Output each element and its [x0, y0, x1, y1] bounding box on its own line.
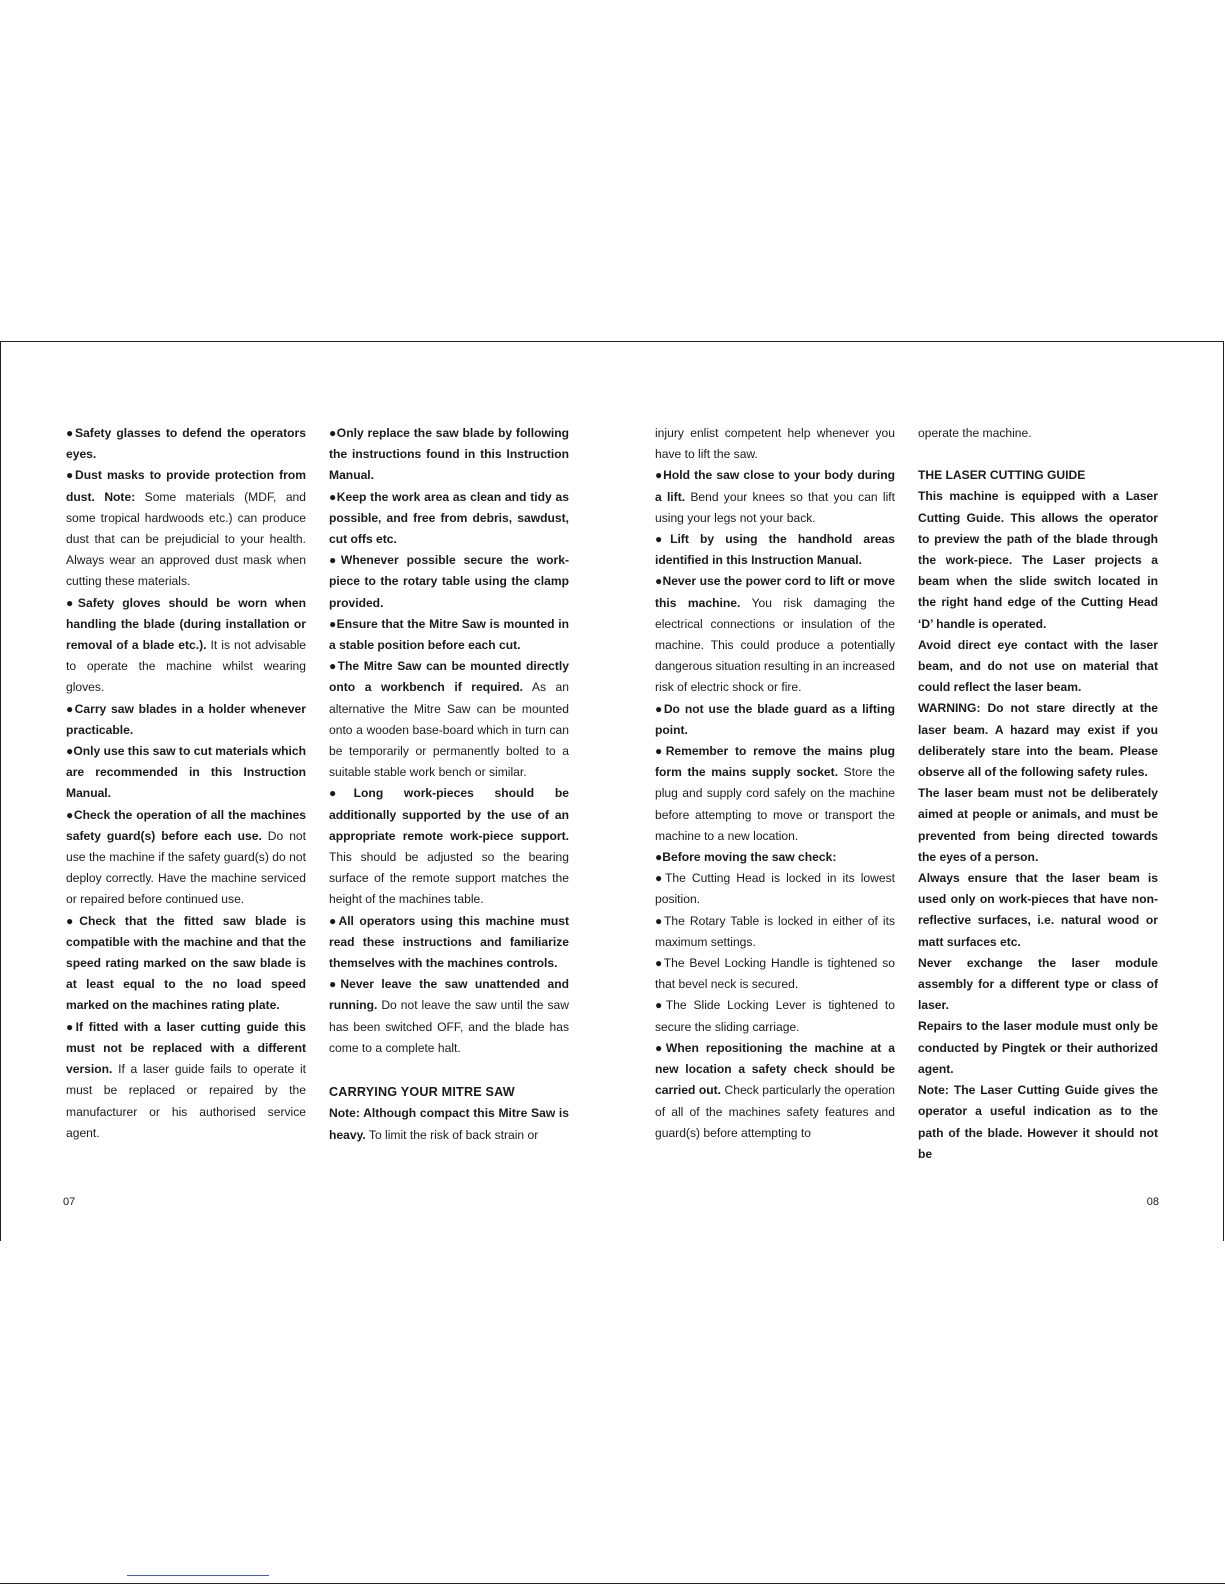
body-text: ●The Cutting Head is locked in its lowest position.: [655, 871, 895, 907]
bold-text: ●Before moving the saw check:: [655, 850, 837, 865]
paragraph: [918, 423, 1158, 444]
body-text: ●The Bevel Locking Handle is tightened so that bevel neck is secured.: [655, 956, 895, 992]
paragraph: [329, 974, 569, 1059]
body-text: To limit the risk of back strain or: [365, 1127, 539, 1142]
paragraph: [918, 783, 1158, 868]
spacer: [329, 1059, 569, 1080]
bold-text: ●Hold the saw close to your body during a lift.: [655, 468, 895, 504]
body-text: As an alternative the Mitre Saw can be mounted onto a wooden base-board which in turn can be temporarily or permanently bolted to a suitable stable work bench or similar.: [329, 680, 569, 780]
paragraph: [66, 1017, 306, 1144]
paragraph: [329, 656, 569, 783]
paragraph: [66, 423, 306, 465]
bold-text: ●Ensure that the Mitre Saw is mounted in a stable position before each cut.: [329, 616, 569, 653]
page-number-left: 07: [63, 1196, 76, 1208]
bold-text: ●If fitted with a laser cutting guide this must not be replaced with a different version.: [66, 1019, 306, 1077]
paragraph: [918, 486, 1158, 634]
section-heading: CARRYING YOUR MITRE SAW: [329, 1085, 515, 1100]
body-text: Store the plug and supply cord safely on the machine before attempting to move or transport the machine to a new location.: [655, 765, 895, 843]
paragraph: [66, 593, 306, 699]
bold-text: ●Keep the work area as clean and tidy as possible, and free from debris, sawdust, cut offs etc.: [329, 489, 569, 547]
bold-text: ●Only replace the saw blade by following the instructions found in this Instruction Manual.: [329, 426, 569, 483]
bold-text: ●All operators using this machine must read these instructions and familiarize themselves with the machines controls.: [329, 913, 569, 971]
body-text: Do not leave the saw until the saw has been switched OFF, and the blade has come to a complete halt.: [329, 998, 569, 1055]
paragraph: [655, 868, 895, 910]
paragraph: [655, 953, 895, 995]
bold-text: Always ensure that the laser beam is used only on work-pieces that have non-reflective surfaces, i.e. natural wood or matt surfaces etc.: [918, 871, 1158, 949]
bold-text: ●Never use the power cord to lift or move this machine.: [655, 574, 895, 610]
bold-text: Note: The Laser Cutting Guide gives the operator a useful indication as to the path of the blade. However it should not be: [918, 1083, 1158, 1161]
bold-text: ●When repositioning the machine at a new location a safety check should be carried out.: [655, 1040, 895, 1098]
manual-spread: [0, 341, 1224, 1241]
heading-text: THE LASER CUTTING GUIDE: [918, 468, 1086, 483]
paragraph: [655, 423, 895, 465]
paragraph: [655, 529, 895, 571]
bold-text: ●Do not use the blade guard as a lifting point.: [655, 701, 895, 737]
paragraph: [655, 995, 895, 1037]
paragraph: [655, 911, 895, 953]
bold-text: ●Check that the fitted saw blade is compatible with the machine and that the speed rating marked on the saw blade is at least equal to the no load speed marked on the machines rating plate.: [66, 913, 306, 1013]
bold-text: ●Carry saw blades in a holder whenever practicable.: [66, 701, 306, 737]
body-text: ●The Slide Locking Lever is tightened to secure the sliding carriage.: [655, 998, 895, 1034]
paragraph: [918, 635, 1158, 699]
body-text: This should be adjusted so the bearing surface of the remote support matches the height of the machines table.: [329, 850, 569, 907]
paragraph: [918, 868, 1158, 953]
paragraph: [66, 805, 306, 911]
page-number-right: 08: [1146, 1196, 1159, 1208]
body-text: operate the machine.: [918, 426, 1032, 440]
paragraph: [655, 465, 895, 529]
paragraph: [918, 1016, 1158, 1080]
bold-text: ●Whenever possible secure the work-piece to the rotary table using the clamp provided.: [329, 553, 569, 610]
bold-text: ●Never leave the saw unattended and running.: [329, 977, 569, 1013]
bold-text: ●Check the operation of all the machines safety guard(s) before each use.: [66, 807, 306, 843]
paragraph: [655, 1038, 895, 1144]
paragraph: [329, 550, 569, 614]
body-text: You risk damaging the electrical connections or insulation of the machine. This could produce a potentially dangerous situation resulting in an increased risk of electric shock or fire.: [655, 595, 896, 695]
bold-text: ●Long work-pieces should be additionally supported by the use of an appropriate remote work-piece support.: [329, 786, 569, 843]
bold-text: Avoid direct eye contact with the laser beam, and do not use on material that could reflect the laser beam.: [918, 637, 1158, 695]
body-text: Bend your knees so that you can lift using your legs not your back.: [655, 489, 895, 525]
paragraph: [329, 911, 569, 975]
paragraph: [329, 614, 569, 656]
bold-text: This machine is equipped with a Laser Cutting Guide. This allows the operator to preview the path of the blade through the work-piece. The Laser projects a beam when the slide switch located in the right hand edge of the Cutting Head ‘D’ handle is operated.: [918, 489, 1158, 631]
paragraph: [918, 1080, 1158, 1165]
bold-text: Repairs to the laser module must only be conducted by Pingtek or their authorized agent.: [918, 1019, 1158, 1076]
paragraph: [655, 571, 895, 698]
page-08-column-1: [655, 423, 895, 1144]
paragraph: [655, 847, 895, 868]
section-heading: [918, 465, 1158, 486]
paragraph: [66, 465, 306, 592]
paragraph: [66, 699, 306, 741]
spacer: [918, 444, 1158, 465]
paragraph: [918, 698, 1158, 783]
paragraph: [329, 487, 569, 551]
body-text: Some materials (MDF, and some tropical hardwoods etc.) can produce dust that can be prejudicial to your health. Always wear an approved dust mask when cutting these materials.: [66, 489, 306, 589]
bold-text: ●Dust masks to provide protection from dust. Note:: [66, 468, 306, 504]
paragraph: [329, 783, 569, 910]
page-08-column-2: [918, 423, 1158, 1165]
page-07-column-2: [329, 423, 569, 1146]
paragraph: [655, 741, 895, 847]
body-text: It is not advisable to operate the machine whilst wearing gloves.: [66, 638, 306, 695]
bold-text: ●The Mitre Saw can be mounted directly onto a workbench if required.: [329, 659, 569, 695]
bold-text: WARNING: Do not stare directly at the laser beam. A hazard may exist if you deliberately stare into the beam. Please observe all of the following safety rules.: [918, 701, 1158, 780]
body-text: ●The Rotary Table is locked in either of its maximum settings.: [655, 913, 895, 949]
bottom-divider: [0, 1583, 1225, 1584]
bold-text: The laser beam must not be deliberately aimed at people or animals, and must be prevented from being directed towards the eyes of a person.: [918, 786, 1158, 864]
body-text: If a laser guide fails to operate it must be replaced or repaired by the manufacturer or his authorised service agent.: [66, 1062, 306, 1140]
paragraph: [655, 699, 895, 741]
bold-text: Note: Although compact this Mitre Saw is heavy.: [329, 1106, 569, 1142]
paragraph: [66, 741, 306, 805]
bold-text: ●Safety gloves should be worn when handling the blade (during installation or removal of a blade etc.).: [66, 595, 306, 653]
page-07-column-1: [66, 423, 306, 1144]
bold-text: Never exchange the laser module assembly for a different type or class of laser.: [918, 955, 1158, 1013]
hyperlink-underline[interactable]: [127, 1575, 269, 1576]
body-text: Check particularly the operation of all of the machines safety features and guard(s) before attempting to: [655, 1083, 895, 1140]
bold-text: ●Remember to remove the mains plug form the mains supply socket.: [655, 744, 895, 780]
body-text: injury enlist competent help whenever you have to lift the saw.: [655, 426, 895, 462]
bold-text: ●Only use this saw to cut materials which are recommended in this Instruction Manual.: [66, 744, 306, 801]
body-text: Do not use the machine if the safety guard(s) do not deploy correctly. Have the machine serviced or repaired before continued use.: [66, 828, 307, 907]
paragraph: [66, 911, 306, 1017]
paragraph: [329, 423, 569, 487]
bold-text: ●Lift by using the handhold areas identified in this Instruction Manual.: [655, 532, 895, 568]
paragraph: [918, 953, 1158, 1017]
bold-text: ●Safety glasses to defend the operators eyes.: [66, 426, 306, 462]
paragraph: [329, 1103, 569, 1145]
